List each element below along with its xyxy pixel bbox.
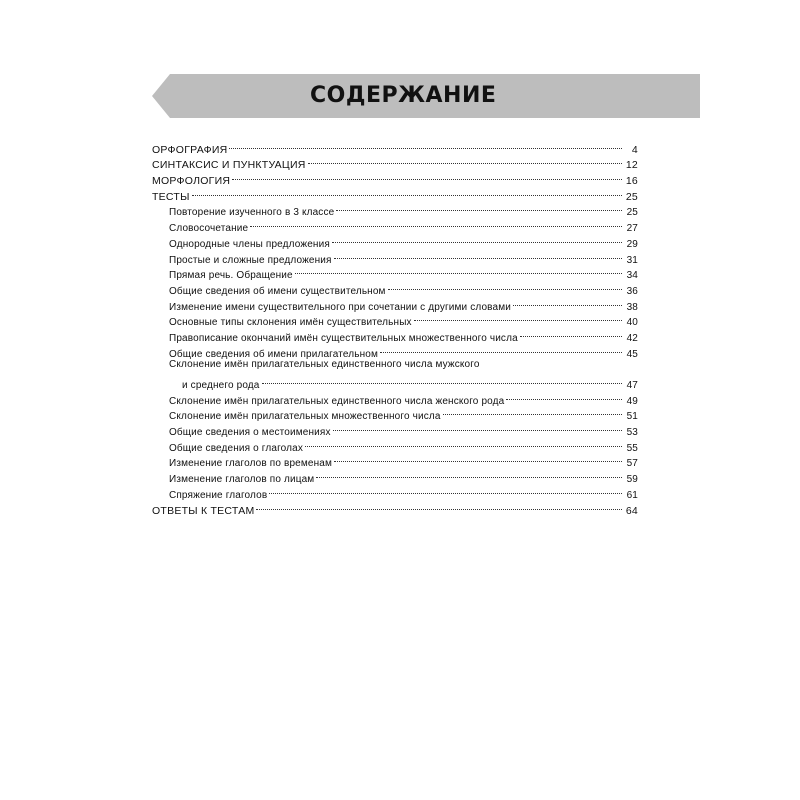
toc-page-number: 36	[626, 285, 638, 297]
toc-entry-title: Словосочетание	[169, 223, 249, 235]
toc-entry-title: Изменение глаголов по лицам	[169, 474, 315, 486]
toc-entry-title: Прямая речь. Обращение	[169, 270, 293, 282]
toc-page-number: 57	[626, 458, 638, 470]
toc-entry-title: Повторение изученного в 3 классе	[169, 207, 335, 219]
dot-leader	[333, 419, 622, 435]
toc-page-number: 53	[626, 427, 638, 439]
dot-leader	[256, 498, 622, 514]
toc-entry-title: Общие сведения о глаголах	[169, 442, 303, 454]
toc-entry-title: Простые и сложные предложения	[169, 254, 332, 266]
table-of-contents	[152, 137, 638, 517]
toc-section-entry[interactable]	[152, 184, 638, 203]
toc-entry-title: Изменение имени существительного при сочетании с другими словами	[169, 301, 512, 313]
dot-leader	[380, 341, 622, 357]
toc-page-number: 45	[626, 348, 638, 360]
dot-leader	[388, 278, 622, 294]
toc-entry-title: Склонение имён прилагательных множественного числа	[169, 411, 441, 423]
toc-subsection-entry[interactable]	[152, 200, 638, 219]
toc-page-number: 25	[625, 190, 638, 203]
dot-leader	[305, 435, 622, 451]
toc-page-number: 40	[626, 317, 638, 329]
dot-leader	[336, 200, 622, 216]
dot-leader	[269, 482, 622, 498]
toc-entry-title: Склонение имён прилагательных единственного числа мужского	[169, 358, 480, 370]
dot-leader	[506, 388, 622, 404]
dot-leader	[295, 263, 622, 279]
dot-leader	[192, 184, 622, 200]
dot-leader	[443, 404, 622, 420]
toc-page-number: 12	[625, 159, 638, 172]
toc-page-number: 34	[626, 270, 638, 282]
toc-page-number: 59	[626, 474, 638, 486]
toc-page-number: 31	[626, 254, 638, 266]
toc-entry-title: ОТВЕТЫ К ТЕСТАМ	[152, 504, 255, 517]
toc-page-number: 4	[631, 143, 638, 156]
dot-leader	[332, 231, 622, 247]
toc-entry-title: и среднего рода	[182, 380, 260, 391]
toc-section-entry[interactable]	[152, 137, 638, 156]
dot-leader	[334, 247, 622, 263]
toc-entry-title: Правописание окончаний имён существительных множественного числа	[169, 332, 518, 344]
toc-subsection-entry[interactable]	[152, 372, 638, 391]
toc-page-number: 29	[626, 238, 638, 250]
toc-entry-title: Склонение имён прилагательных единственного числа женского рода	[169, 395, 505, 407]
toc-entry-title: Однородные члены предложения	[169, 238, 330, 250]
toc-entry-title: ОРФОГРАФИЯ	[152, 143, 228, 156]
toc-entry-title: Спряжение глаголов	[169, 489, 268, 501]
toc-page-number: 16	[625, 175, 638, 188]
dot-leader	[308, 153, 622, 169]
toc-page-number: 55	[626, 442, 638, 454]
dot-leader	[250, 215, 622, 231]
dot-leader	[232, 168, 622, 184]
toc-page-number: 25	[626, 207, 638, 219]
dot-leader	[316, 466, 622, 482]
dot-leader	[414, 310, 622, 326]
toc-page-number: 51	[626, 411, 638, 423]
toc-entry-title: Общие сведения об имени прилагательном	[169, 348, 379, 360]
dot-leader	[513, 294, 622, 310]
toc-entry-title: Общие сведения о местоимениях	[169, 427, 331, 439]
toc-page-number: 38	[626, 301, 638, 313]
toc-entry-title: Основные типы склонения имён существительных	[169, 317, 412, 329]
toc-entry-title: СИНТАКСИС И ПУНКТУАЦИЯ	[152, 159, 306, 172]
toc-page-number: 27	[626, 223, 638, 235]
toc-page-number: 47	[626, 380, 638, 391]
dot-leader	[229, 137, 622, 153]
toc-subsection-entry[interactable]	[152, 357, 638, 373]
toc-page-number: 49	[626, 395, 638, 407]
toc-page-number: 64	[625, 504, 638, 517]
toc-entry-title: МОРФОЛОГИЯ	[152, 175, 231, 188]
page-title: СОДЕРЖАНИЕ	[310, 83, 497, 108]
dot-leader	[262, 372, 622, 388]
toc-entry-title: Изменение глаголов по временам	[169, 458, 333, 470]
toc-entry-title: Общие сведения об имени существительном	[169, 285, 386, 297]
dot-leader	[520, 325, 622, 341]
dot-leader	[334, 451, 622, 467]
toc-page-number: 42	[626, 332, 638, 344]
toc-entry-title: ТЕСТЫ	[152, 190, 190, 203]
toc-page-number: 61	[626, 489, 638, 501]
